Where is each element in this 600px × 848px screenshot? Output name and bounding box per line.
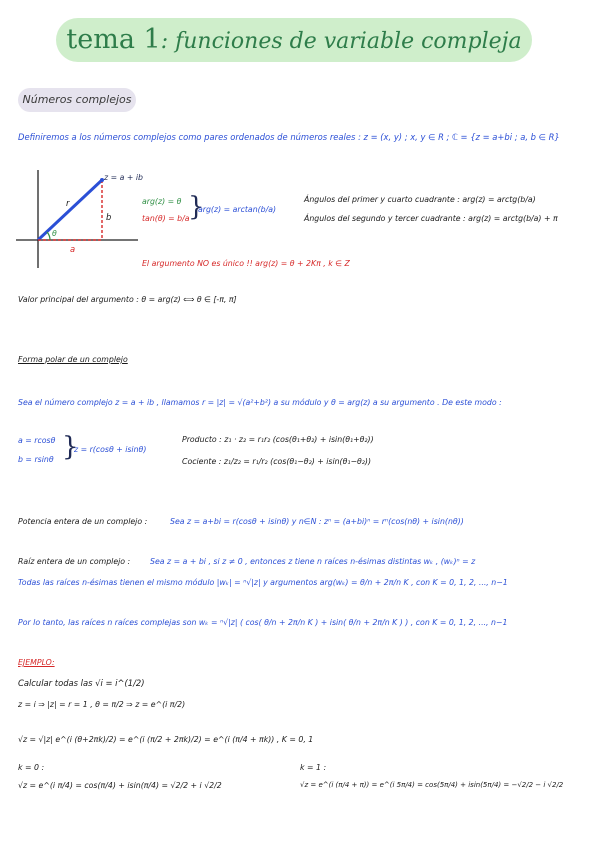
complex-plane-diagram: [14, 168, 140, 272]
root-line-2: Todas las raíces n-ésimas tienen el mismo módulo |wₖ| = ⁿ√|z| y argumentos arg(wₖ) = θ/n + 2π/n K , con K = 0, 1, 2, ..., n−1: [18, 578, 508, 587]
example-k0-label: k = 0 :: [18, 763, 45, 772]
title-rest: : funciones de variable compleja: [160, 29, 522, 54]
example-heading: EJEMPLO:: [18, 658, 55, 667]
arg-brace: }: [188, 192, 205, 222]
quadrant-2-3: Ángulos del segundo y tercer cuadrante : arg(z) = arctg(b/a) + π: [304, 214, 558, 223]
polar-b: b = rsinθ: [18, 455, 54, 464]
quotient-formula: Cociente : z₁/z₂ = r₁/r₂ (cos(θ₁−θ₂) + isin(θ₁−θ₂)): [182, 457, 372, 466]
r-label: r: [66, 198, 70, 208]
quadrant-1-4: Ángulos del primer y cuarto cuadrante : arg(z) = arctg(b/a): [304, 195, 536, 204]
power-label: Potencia entera de un complejo :: [18, 517, 148, 526]
section-label: Números complejos: [18, 88, 136, 112]
arg-not-unique: El argumento NO es único !! arg(z) = θ + 2Kπ , k ∈ Z: [142, 259, 350, 268]
page-title: [56, 18, 532, 62]
angle-arc: [47, 232, 50, 240]
polar-a: a = rcosθ: [18, 436, 56, 445]
polar-intro: Sea el número complejo z = a + ib , llamamos r = |z| = √(a²+b²) a su módulo y θ = arg(z) a su argumento . De este modo :: [18, 398, 502, 407]
example-k1-label: k = 1 :: [300, 763, 327, 772]
root-label: Raíz entera de un complejo :: [18, 557, 131, 566]
power-text: Sea z = a+bi = r(cosθ + isinθ) y n∈N : zⁿ = (a+bi)ⁿ = rⁿ(cos(nθ) + isin(nθ)): [170, 517, 464, 526]
polar-z: z = r(cosθ + isinθ): [74, 445, 147, 454]
example-line-2: √z = √|z| e^(i (θ+2πk)/2) = e^(i (π/2 + 2πk)/2) = e^(i (π/4 + πk)) , K = 0, 1: [18, 735, 314, 744]
principal-argument: Valor principal del argumento : θ = arg(z) ⟺ θ ∈ [-π, π]: [18, 295, 237, 304]
example-line-1: z = i ⇒ |z| = r = 1 , θ = π/2 ⇒ z = e^(i π/2): [18, 700, 186, 709]
a-label: a: [70, 244, 76, 254]
example-k1: √z = e^(i (π/4 + π)) = e^(i 5π/4) = cos(5π/4) + isin(5π/4) = −√2/2 − i √2/2: [300, 781, 564, 789]
b-label: b: [106, 212, 112, 222]
tan-equation: tan(θ) = b/a: [142, 214, 190, 223]
title-main: tema 1: [66, 24, 161, 55]
modulus-vector: [38, 180, 102, 240]
polar-brace: }: [62, 432, 79, 462]
product-formula: Producto : z₁ · z₂ = r₁r₂ (cos(θ₁+θ₂) + isin(θ₁+θ₂)): [182, 435, 374, 444]
arg-equation: arg(z) = θ: [142, 197, 182, 206]
polar-heading: Forma polar de un complejo: [18, 355, 128, 364]
root-text: Sea z = a + bi , si z ≠ 0 , entonces z tiene n raíces n-ésimas distintas wₖ , (wₖ)ⁿ = z: [150, 557, 476, 566]
example-k0: √z = e^(i π/4) = cos(π/4) + isin(π/4) = √2/2 + i √2/2: [18, 781, 222, 790]
root-line-3: Por lo tanto, las raíces n raíces complejas son wₖ = ⁿ√|z| ( cos( θ/n + 2π/n K ) + isin( θ/n + 2π/n K ) ) , con K = 0, 1, 2, ..., n−1: [18, 618, 508, 627]
arctan-result: arg(z) = arctan(b/a): [198, 205, 277, 214]
point-label: z = a + ib: [104, 173, 143, 182]
definition-text: Definiremos a los números complejos como pares ordenados de números reales : z = (x, y) ; x, y ∈ R ; ℂ = {z = a+bi ; a, b ∈ R}: [18, 132, 560, 142]
example-task: Calcular todas las √i = i^(1/2): [18, 678, 145, 688]
theta-label: θ: [52, 229, 57, 238]
